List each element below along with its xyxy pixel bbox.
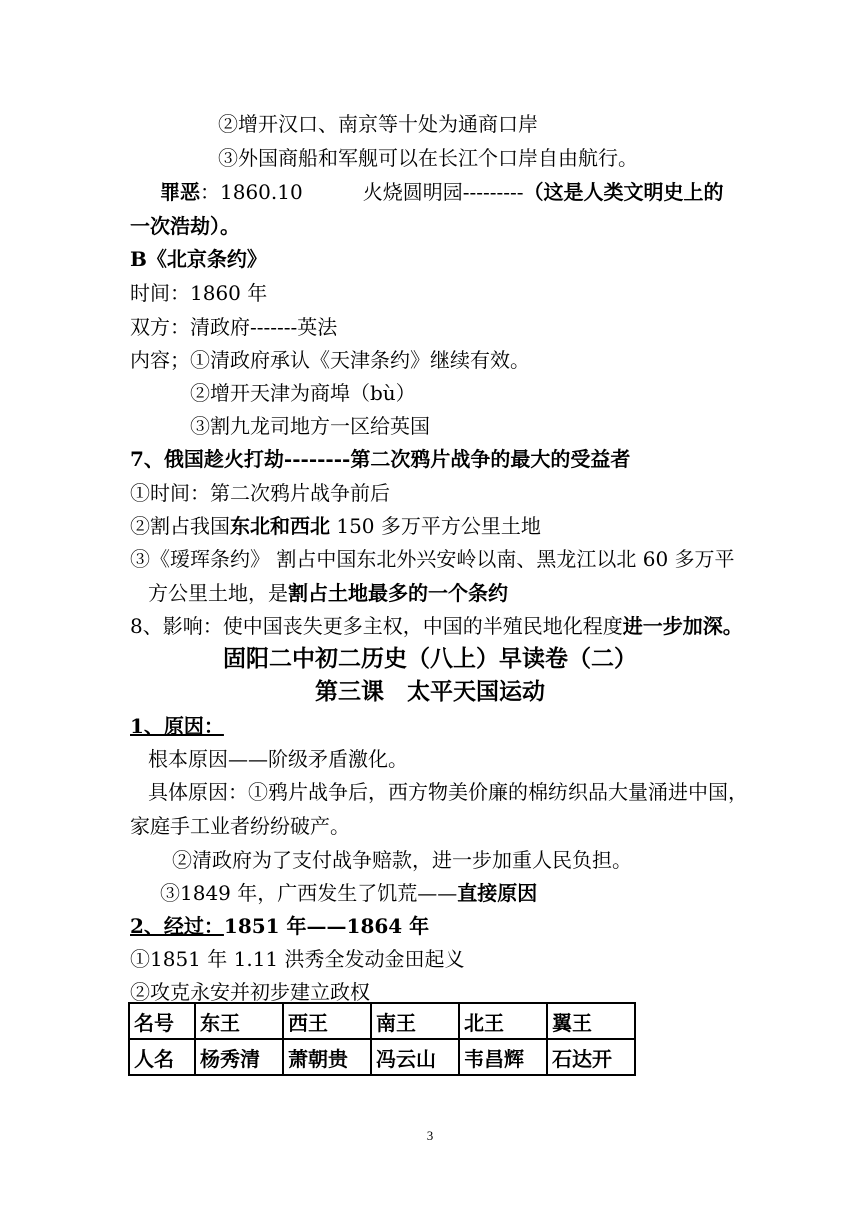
- date-range: 1851 年——1864 年: [223, 914, 430, 938]
- page-number: 3: [426, 1128, 434, 1143]
- underlined-label: 2、经过：: [130, 914, 224, 938]
- table-cell: 西王: [283, 1003, 371, 1039]
- text-line: 根本原因——阶级矛盾激化。: [148, 747, 408, 771]
- lesson-title: 第三课 太平天国运动: [315, 678, 545, 705]
- table-cell: 人名: [129, 1039, 195, 1075]
- section-heading: 1、原因：: [130, 714, 224, 738]
- table-cell: 石达开: [547, 1039, 635, 1075]
- text-line: [160, 178, 724, 206]
- text-line: ③外国商船和军舰可以在长江个口岸自由航行。: [218, 146, 638, 170]
- text-line: [130, 512, 541, 540]
- text-span: 方公里土地，是: [148, 581, 288, 605]
- section-heading: [130, 912, 429, 940]
- text-line: ②增开天津为商埠（bù）: [190, 381, 416, 405]
- text-line: 时间：1860 年: [130, 281, 268, 305]
- bold-text: 东北和西北: [230, 514, 330, 538]
- table-cell: 萧朝贵: [283, 1039, 371, 1075]
- text-span: ：1860.10 火烧圆明园---------: [200, 180, 524, 204]
- text-span: 8、影响：使中国丧失更多主权，中国的半殖民地化程度: [130, 614, 623, 638]
- text-line: ③割九龙司地方一区给英国: [190, 414, 430, 438]
- table-cell: 名号: [129, 1003, 195, 1039]
- bold-text: 进一步加深。: [622, 614, 743, 638]
- text-line: 双方：清政府-------英法: [130, 315, 338, 339]
- text-line: ③《瑷珲条约》 割占中国东北外兴安岭以南、黑龙江以北 60 多万平: [130, 547, 735, 571]
- page-title: 固阳二中初二历史（八上）早读卷（二）: [223, 645, 637, 672]
- text-line: [148, 579, 508, 607]
- text-line: ①时间：第二次鸦片战争前后: [130, 481, 390, 505]
- table-cell: 冯云山: [371, 1039, 459, 1075]
- text-line: 具体原因：①鸦片战争后，西方物美价廉的棉纺织品大量涌进中国，: [148, 780, 748, 804]
- section-heading: 7、俄国趁火打劫--------第二次鸦片战争的最大的受益者: [130, 447, 631, 471]
- bold-label: 罪恶: [160, 180, 200, 204]
- bold-text: 直接原因: [457, 881, 538, 905]
- text-line: 一次浩劫）。: [130, 214, 240, 238]
- table-row: [129, 1003, 635, 1039]
- text-span: ③1849 年，广西发生了饥荒——: [160, 881, 458, 905]
- table-cell: 南王: [371, 1003, 459, 1039]
- table-row: [129, 1039, 635, 1075]
- text-line: 家庭手工业者纷纷破产。: [130, 814, 350, 838]
- text-line: ②攻克永安并初步建立政权: [130, 980, 370, 1004]
- text-line: [130, 612, 743, 640]
- subheading: B《北京条约》: [130, 247, 267, 271]
- text-line: [160, 879, 537, 907]
- table-cell: 北王: [459, 1003, 547, 1039]
- table-cell: 韦昌辉: [459, 1039, 547, 1075]
- table-cell: 翼王: [547, 1003, 635, 1039]
- table-cell: 东王: [195, 1003, 283, 1039]
- text-span: ②割占我国: [130, 514, 230, 538]
- table-cell: 杨秀清: [195, 1039, 283, 1075]
- bold-text: 割占土地最多的一个条约: [288, 581, 508, 605]
- bold-text: （这是人类文明史上的: [523, 180, 724, 204]
- text-line: ①1851 年 1.11 洪秀全发动金田起义: [130, 947, 465, 971]
- text-line: ②增开汉口、南京等十处为通商口岸: [218, 112, 538, 136]
- text-span: 150 多万平方公里土地: [330, 514, 541, 538]
- kings-table: [128, 1002, 636, 1076]
- text-line: ②清政府为了支付战争赔款，进一步加重人民负担。: [172, 848, 632, 872]
- text-line: 内容；①清政府承认《天津条约》继续有效。: [130, 348, 530, 372]
